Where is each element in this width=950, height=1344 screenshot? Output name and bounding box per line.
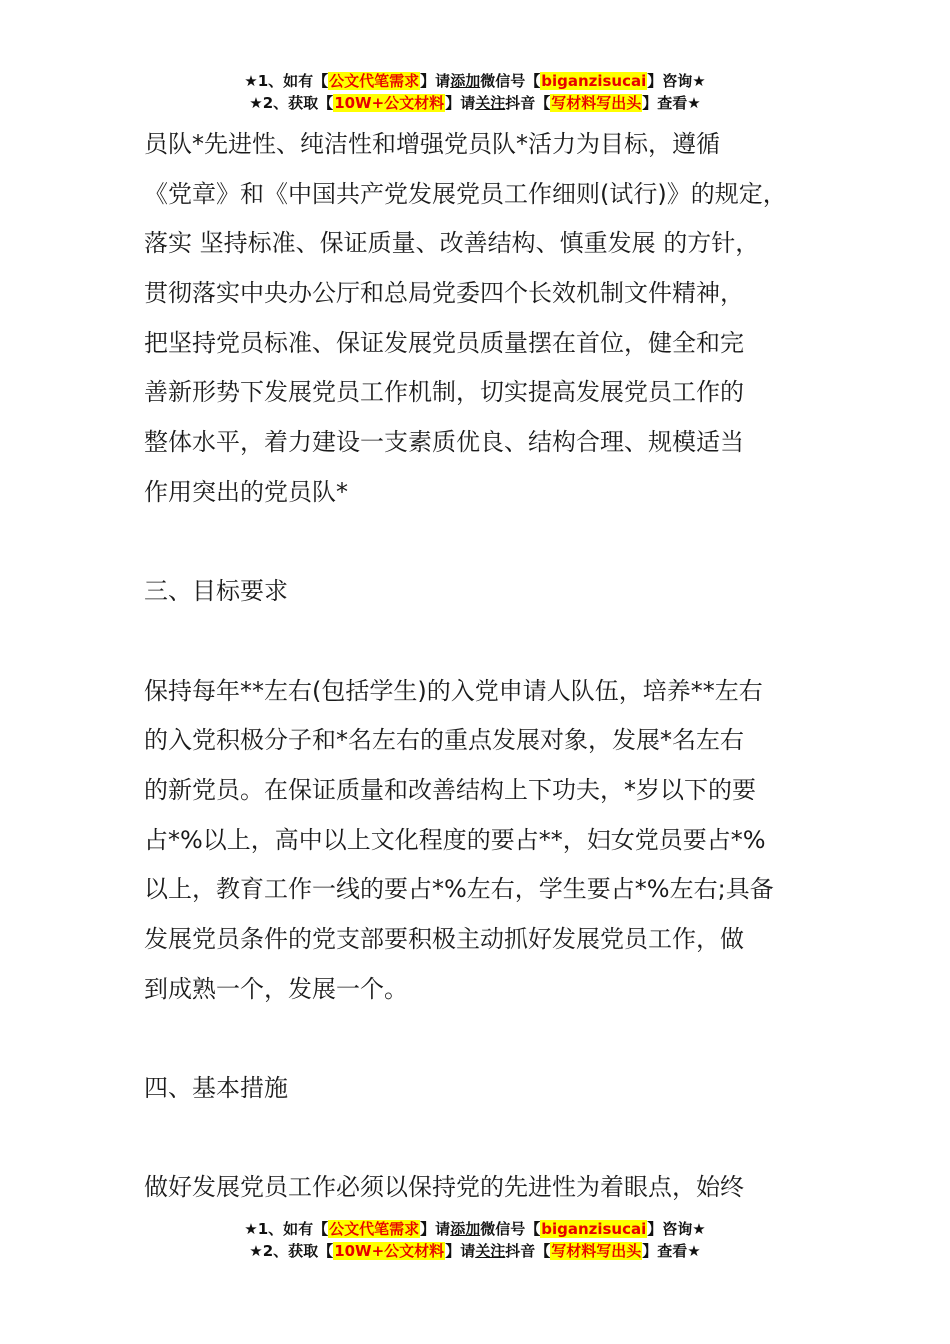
text-line: 贯彻落实中央办公厅和总局党委四个长效机制文件精神， bbox=[144, 279, 744, 308]
text-line: 整体水平，着力建设一支素质优良、结构合理、规模适当 bbox=[144, 428, 744, 457]
text-line: 落实 坚持标准、保证质量、改善结构、慎重发展 的方针， bbox=[144, 229, 760, 258]
text-line: 保持每年**左右(包括学生)的入党申请人队伍，培养**左右 bbox=[144, 676, 763, 705]
highlight-materials: 10W+公文材料 bbox=[334, 94, 445, 112]
header-banner bbox=[0, 70, 950, 114]
blank-line bbox=[144, 518, 834, 568]
highlight-materials: 10W+公文材料 bbox=[334, 1242, 445, 1260]
banner-line-1: ★1、如有【公文代笔需求】请添加微信号【biganzisucai】咨询★ bbox=[244, 1220, 706, 1238]
text-line: 的入党积极分子和*名左右的重点发展对象，发展*名左右 bbox=[144, 726, 744, 755]
highlight-wechat-id: biganzisucai bbox=[541, 72, 647, 90]
text-line: 做好发展党员工作必须以保持党的先进性为着眼点，始终 bbox=[144, 1173, 744, 1202]
text-line: 把坚持党员标准、保证发展党员质量摆在首位，健全和完 bbox=[144, 328, 744, 357]
text-line: 占*%以上，高中以上文化程度的要占**，妇女党员要占*% bbox=[144, 825, 766, 854]
section-heading-measures: 四、基本措施 bbox=[144, 1074, 288, 1103]
text-line: 善新形势下发展党员工作机制，切实提高发展党员工作的 bbox=[144, 378, 744, 407]
text-line: 员队*先进性、纯洁性和增强党员队*活力为目标，遵循 bbox=[144, 130, 720, 158]
banner-line-2: ★2、获取【10W+公文材料】请关注抖音【写材料写出头】查看★ bbox=[249, 94, 701, 112]
text-line: 《党章》和《中国共产党发展党员工作细则(试行)》的规定， bbox=[144, 179, 787, 208]
section-heading-goals: 三、目标要求 bbox=[144, 577, 288, 606]
blank-line bbox=[144, 1014, 834, 1064]
highlight-wechat-id: biganzisucai bbox=[541, 1220, 647, 1238]
text-line: 的新党员。在保证质量和改善结构上下功夫，*岁以下的要 bbox=[144, 775, 756, 804]
paragraph-guiding-principles bbox=[144, 120, 834, 518]
highlight-douyin: 写材料写出头 bbox=[551, 94, 642, 112]
banner-line-2: ★2、获取【10W+公文材料】请关注抖音【写材料写出头】查看★ bbox=[249, 1242, 701, 1260]
highlight-ghost-writing: 公文代笔需求 bbox=[329, 1220, 420, 1238]
text-line: 到成熟一个，发展一个。 bbox=[144, 974, 408, 1003]
text-line: 作用突出的党员队* bbox=[144, 477, 348, 506]
text-line: 以上，教育工作一线的要占*%左右，学生要占*%左右;具备 bbox=[144, 875, 774, 904]
banner-line-1: ★1、如有【公文代笔需求】请添加微信号【biganzisucai】咨询★ bbox=[244, 72, 706, 90]
highlight-ghost-writing: 公文代笔需求 bbox=[329, 72, 420, 90]
document-body bbox=[144, 120, 834, 1213]
text-line: 发展党员条件的党支部要积极主动抓好发展党员工作，做 bbox=[144, 925, 744, 953]
footer-banner bbox=[0, 1218, 950, 1262]
blank-line bbox=[144, 1114, 834, 1164]
paragraph-goals bbox=[144, 667, 834, 1015]
paragraph-measures bbox=[144, 1163, 834, 1213]
highlight-douyin: 写材料写出头 bbox=[551, 1242, 642, 1260]
blank-line bbox=[144, 617, 834, 667]
